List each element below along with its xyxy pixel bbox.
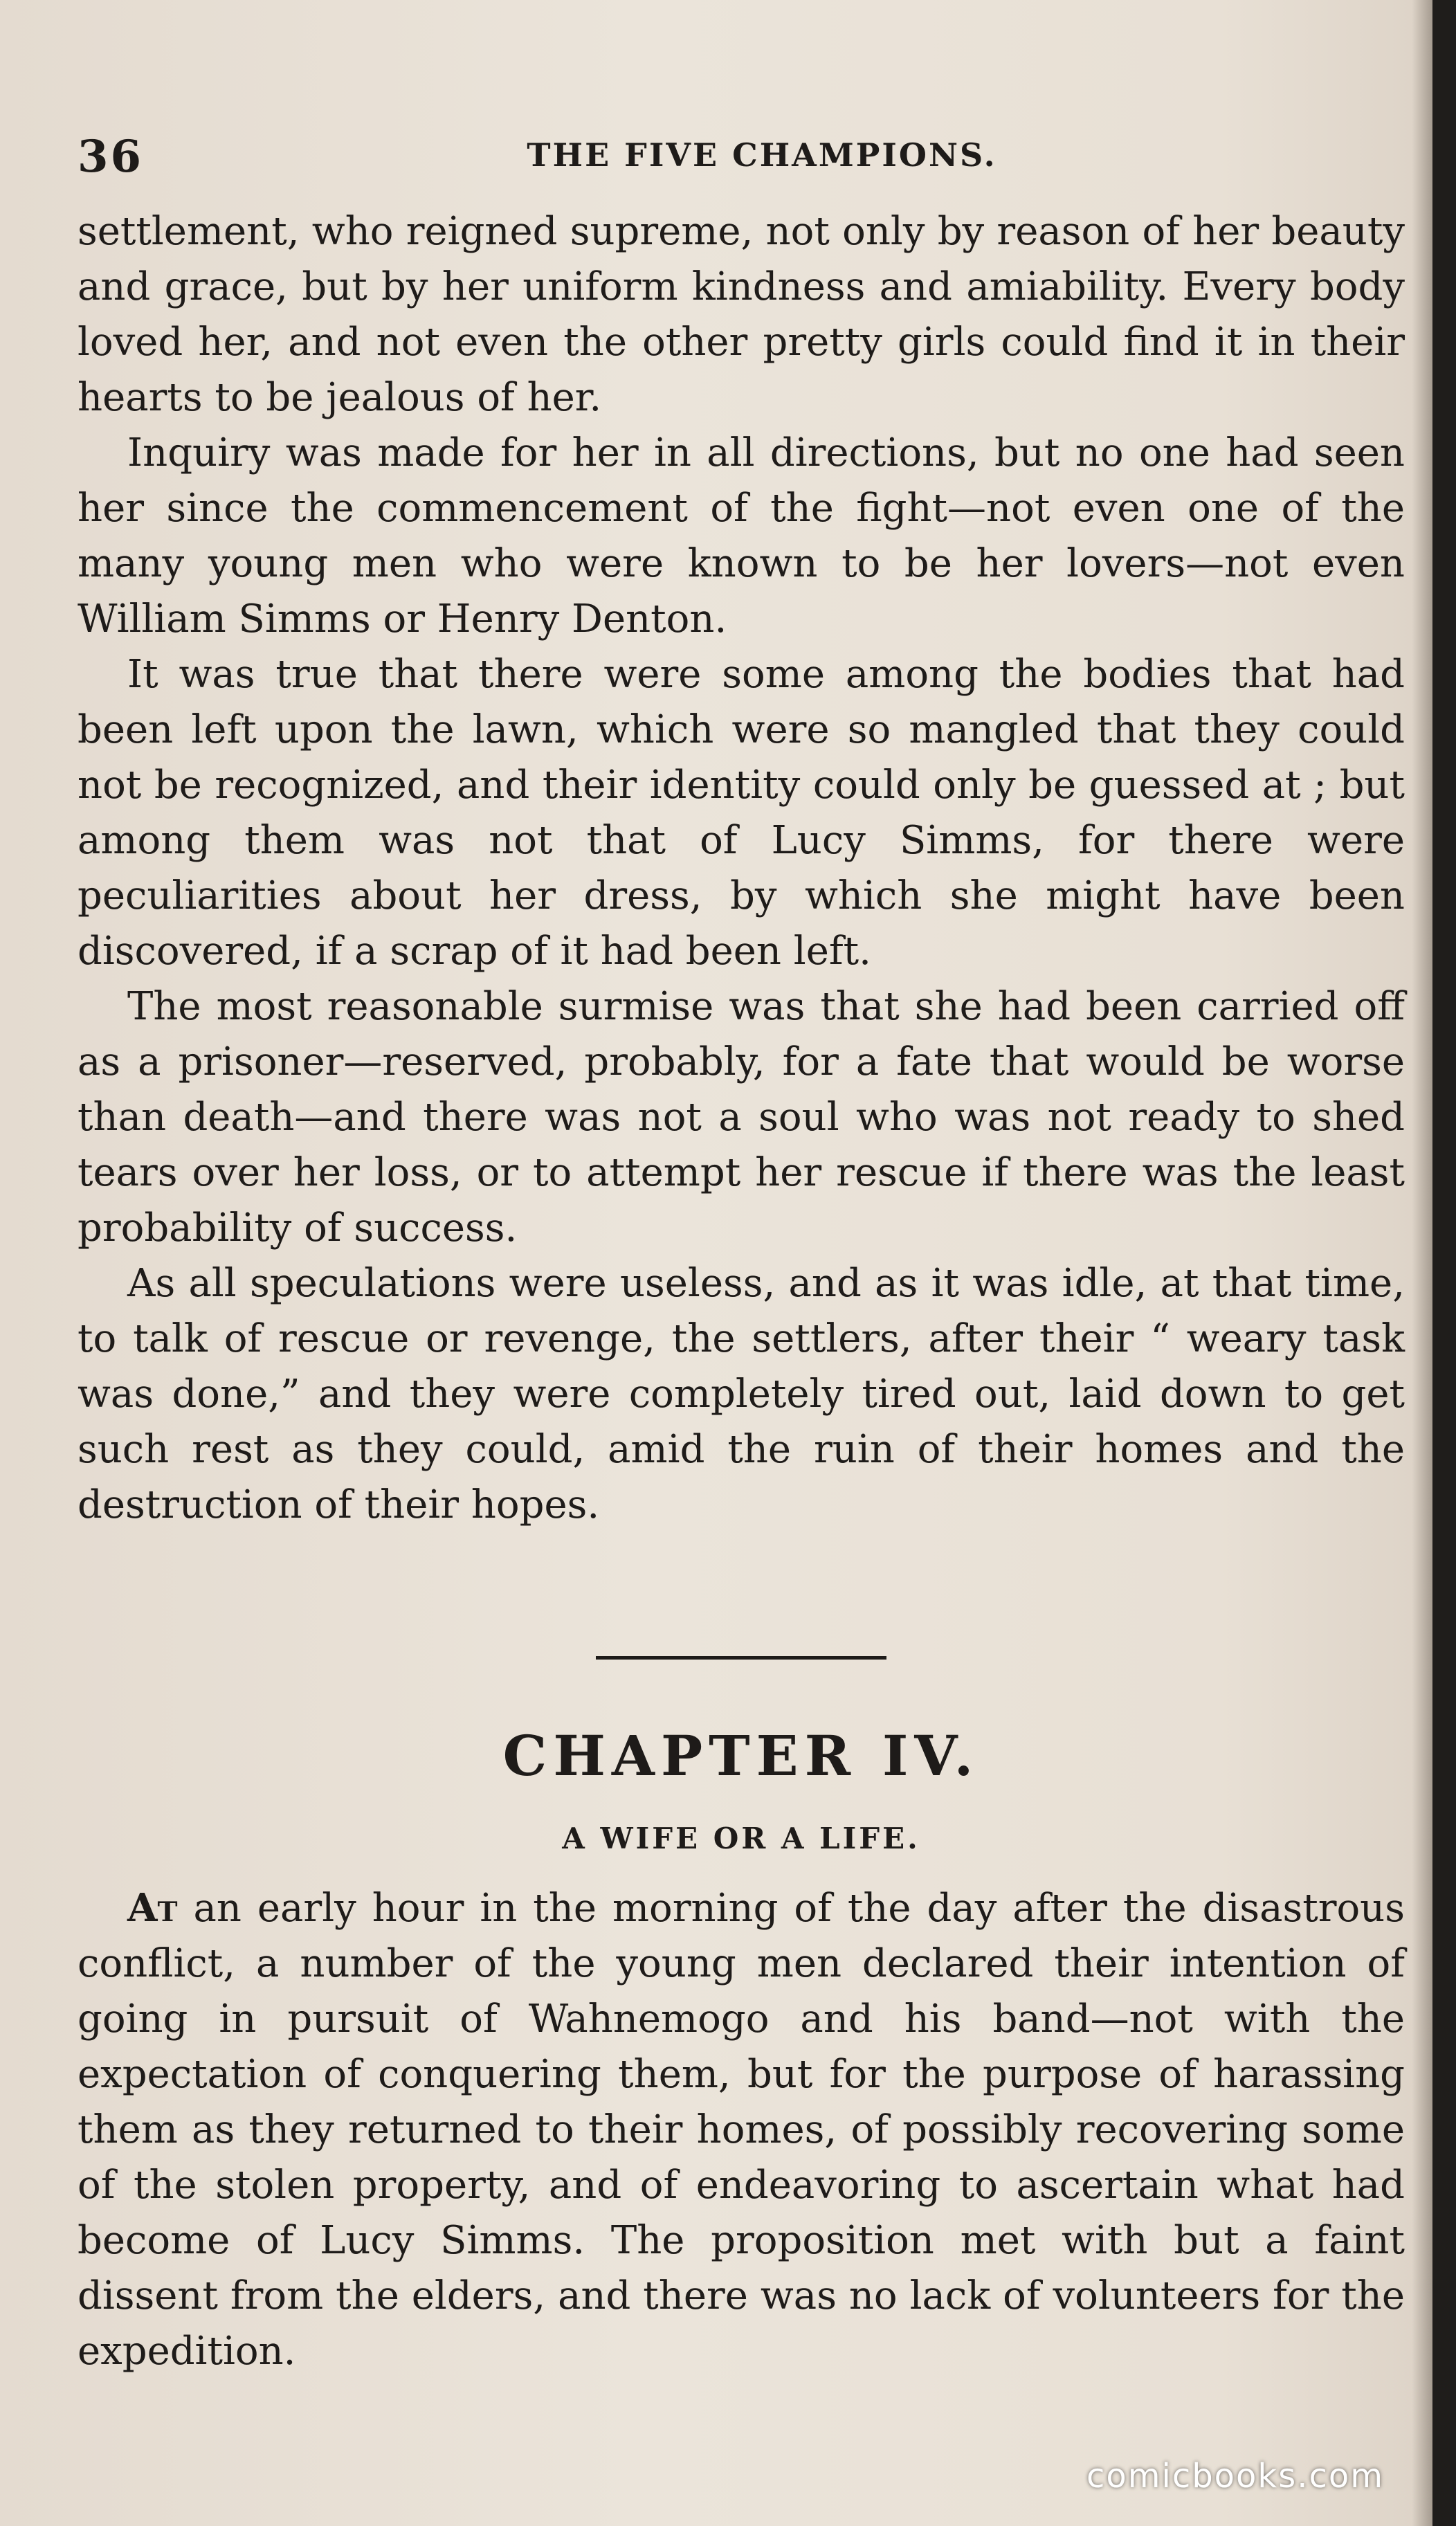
chapter-paragraph-text: an early hour in the morning of the day after the disastrous conflict, a number of the young men declared their intention of going in pursuit of Wahnemogo and his band—not with the expectation of conquering them, but for the purpose of harassing them as they returned to their homes, of possibly recovering some of the stolen property, and of endeavoring to ascertain what had become of Lucy Simms. The proposition met with but a faint dissent from the elders, and there was no lack of volunteers for the expedition. [78, 1886, 1405, 2374]
paragraph-3: It was true that there were some among the bodies that had been left upon the lawn, which were so mangled that they could not be recognized, and their identity could only be guessed at ; but among them was not that of Lucy Simms, for there were peculiarities about her dress, by which she might have been discovered, if a scrap of it had been left. [78, 652, 1405, 974]
section-divider [78, 1533, 1405, 1699]
running-title: THE FIVE CHAMPIONS. [527, 136, 997, 174]
paragraph-4: The most reasonable surmise was that she had been carried off as a prisoner—reserved, probably, for a fate that would be worse than death—and there was not a soul who was not ready to shed tears over her loss, or to attempt her rescue if there was the least probability of success. [78, 984, 1405, 1251]
paragraph-5: As all speculations were useless, and as it was idle, at that time, to talk of rescue or revenge, the settlers, after their “ weary task was done,” and they were completely tired out, laid down to get such rest as they could, amid the ruin of their homes and the destruction of their hopes. [78, 1261, 1405, 1527]
chapter-title: CHAPTER IV. [502, 1723, 980, 1788]
watermark: comicbooks.com [1086, 2457, 1384, 2496]
lead-word: At [127, 1885, 178, 1931]
divider-rule [596, 1656, 886, 1660]
chapter-subtitle: A WIFE OR A LIFE. [562, 1821, 920, 1855]
paragraph-1: settlement, who reigned supreme, not only by reason of her beauty and grace, but by her uniform kindness and amiability. Every body loved her, and not even the other pretty girls could find it in their hearts to be jealous of her. [78, 209, 1405, 420]
chapter-paragraph-1 [78, 1880, 1405, 2379]
page-number: 36 [78, 131, 144, 183]
running-head [78, 121, 1405, 204]
paragraph-2: Inquiry was made for her in all directions, but no one had seen her since the commencement of the fight—not even one of the many young men who were known to be her lovers—not even William Simms or Henry Denton. [78, 430, 1405, 642]
